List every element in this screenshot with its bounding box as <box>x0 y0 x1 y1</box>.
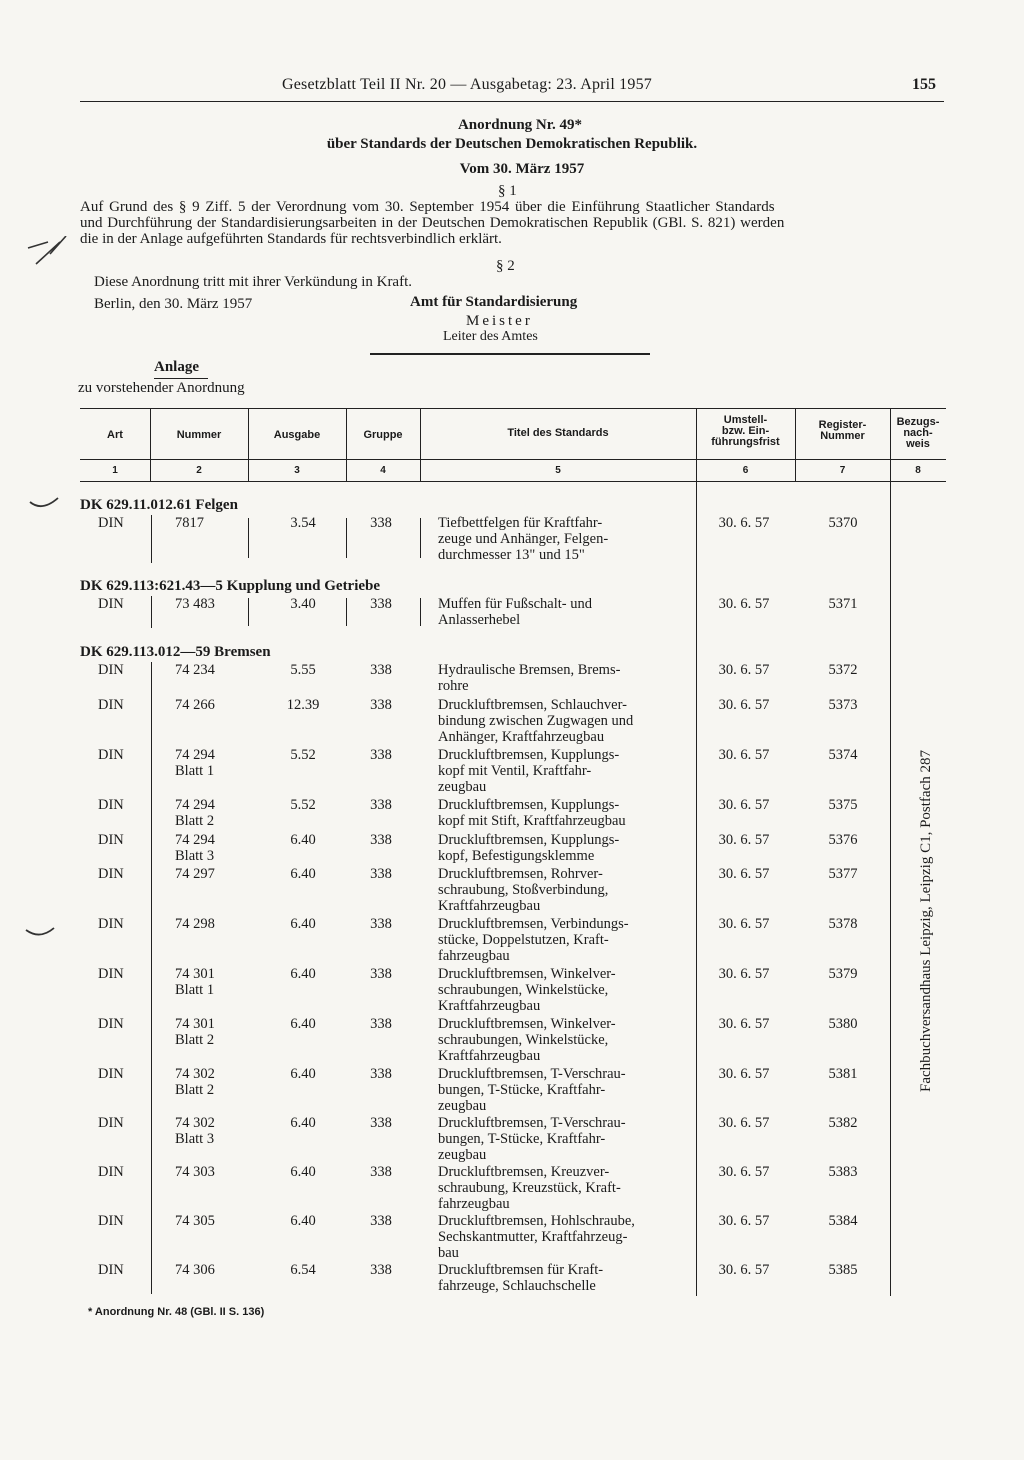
col-number: 6 <box>742 465 749 476</box>
cell-gruppe: 338 <box>370 596 392 612</box>
cell-nummer-line: 74 294 <box>175 797 215 813</box>
cell-gruppe: 338 <box>370 1262 392 1278</box>
cell-gruppe: 338 <box>370 797 392 813</box>
paragraph-1-line: Auf Grund des § 9 Ziff. 5 der Verordnung vom 30. September 1954 über die Einführung Staatlicher Standards <box>80 199 775 215</box>
table-mid-rule <box>80 459 946 460</box>
cell-titel-line: zeugbau <box>438 779 487 795</box>
cell-titel-line: Druckluftbremsen, Kupplungs- <box>438 747 620 763</box>
cell-titel-line: Anhänger, Kraftfahrzeugbau <box>438 729 605 745</box>
cell-art: DIN <box>98 747 124 763</box>
cell-frist: 30. 6. 57 <box>718 697 770 713</box>
cell-ausgabe: 6.40 <box>290 966 316 982</box>
row-divider <box>151 596 152 628</box>
margin-pencil-mark <box>28 496 68 516</box>
cell-nummer <box>175 916 235 932</box>
cell-titel <box>438 1115 700 1163</box>
cell-nummer <box>175 697 235 713</box>
cell-ausgabe: 12.39 <box>286 697 320 713</box>
cell-titel-line: Druckluftbremsen, Kupplungs- <box>438 797 620 813</box>
cell-register: 5370 <box>828 515 858 531</box>
cell-nummer <box>175 832 235 864</box>
cell-nummer-line: 74 234 <box>175 662 215 678</box>
cell-ausgabe: 6.40 <box>290 1164 316 1180</box>
cell-art: DIN <box>98 797 124 813</box>
cell-titel-line: Kraftfahrzeugbau <box>438 1048 541 1064</box>
cell-titel-line: kopf, Befestigungsklemme <box>438 848 595 864</box>
paragraph-2-body: Diese Anordnung tritt mit ihrer Verkündung in Kraft. <box>94 274 413 290</box>
cell-nummer <box>175 1066 235 1098</box>
cell-frist: 30. 6. 57 <box>718 1164 770 1180</box>
cell-gruppe: 338 <box>370 1213 392 1229</box>
cell-ausgabe: 6.40 <box>290 866 316 882</box>
cell-titel <box>438 697 700 745</box>
signer-role: Leiter des Amtes <box>443 329 538 344</box>
cell-titel-line: fahrzeugbau <box>438 1196 510 1212</box>
cell-frist: 30. 6. 57 <box>718 966 770 982</box>
cell-frist: 30. 6. 57 <box>718 832 770 848</box>
cell-titel-line: kopf mit Stift, Kraftfahrzeugbau <box>438 813 626 829</box>
cell-nummer-line: 74 305 <box>175 1213 215 1229</box>
cell-frist: 30. 6. 57 <box>718 515 770 531</box>
section-heading: DK 629.11.012.61 Felgen <box>80 497 238 513</box>
cell-nummer-line: Blatt 1 <box>175 763 215 779</box>
cell-ausgabe: 5.55 <box>290 662 316 678</box>
cell-ausgabe: 6.40 <box>290 1066 316 1082</box>
cell-nummer-line: 74 301 <box>175 1016 215 1032</box>
cell-art: DIN <box>98 966 124 982</box>
cell-nummer <box>175 1164 235 1180</box>
cell-art: DIN <box>98 1262 124 1278</box>
cell-gruppe: 338 <box>370 1115 392 1131</box>
cell-ausgabe: 5.52 <box>290 797 316 813</box>
margin-pencil-mark <box>20 236 70 276</box>
cell-titel <box>438 596 700 628</box>
col-number: 8 <box>915 465 921 476</box>
cell-register: 5373 <box>828 697 858 713</box>
cell-titel-line: bungen, T-Stücke, Kraftfahr- <box>438 1082 606 1098</box>
footnote: * Anordnung Nr. 48 (GBl. II S. 136) <box>88 1306 265 1318</box>
cell-nummer <box>175 747 235 779</box>
cell-register: 5385 <box>828 1262 858 1278</box>
cell-nummer <box>175 797 235 829</box>
cell-titel-line: Sechskantmutter, Kraftfahrzeug- <box>438 1229 628 1245</box>
cell-nummer-line: 74 298 <box>175 916 215 932</box>
cell-titel <box>438 1066 700 1114</box>
row-divider <box>420 518 421 558</box>
row-divider <box>151 515 152 563</box>
cell-gruppe: 338 <box>370 916 392 932</box>
cell-gruppe: 338 <box>370 866 392 882</box>
cell-titel-line: stücke, Doppelstutzen, Kraft- <box>438 932 609 948</box>
cell-gruppe: 338 <box>370 697 392 713</box>
cell-art: DIN <box>98 866 124 882</box>
cell-titel-line: Muffen für Fußschalt- und <box>438 596 592 612</box>
cell-titel <box>438 866 700 914</box>
cell-ausgabe: 5.52 <box>290 747 316 763</box>
cell-ausgabe: 6.40 <box>290 1213 316 1229</box>
cell-frist: 30. 6. 57 <box>718 866 770 882</box>
cell-frist: 30. 6. 57 <box>718 916 770 932</box>
cell-gruppe: 338 <box>370 662 392 678</box>
cell-nummer <box>175 1016 235 1048</box>
cell-titel-line: Tiefbettfelgen für Kraftfahr- <box>438 515 603 531</box>
cell-gruppe: 338 <box>370 1164 392 1180</box>
cell-frist: 30. 6. 57 <box>718 662 770 678</box>
col-number: 1 <box>112 465 118 476</box>
cell-register: 5382 <box>828 1115 858 1131</box>
cell-nummer-line: 74 306 <box>175 1262 215 1278</box>
cell-nummer-line: 74 294 <box>175 832 215 848</box>
cell-titel-line: bindung zwischen Zugwagen und <box>438 713 634 729</box>
cell-register: 5378 <box>828 916 858 932</box>
cell-frist: 30. 6. 57 <box>718 1115 770 1131</box>
cell-titel-line: Druckluftbremsen für Kraft- <box>438 1262 604 1278</box>
cell-nummer <box>175 1262 235 1278</box>
cell-titel-line: durchmesser 13" und 15" <box>438 547 585 563</box>
cell-art: DIN <box>98 1115 124 1131</box>
cell-titel-line: Druckluftbremsen, T-Verschrau- <box>438 1115 626 1131</box>
ordinance-subtitle: über Standards der Deutschen Demokratischen Republik. <box>326 136 698 152</box>
cell-art: DIN <box>98 916 124 932</box>
cell-titel <box>438 662 700 694</box>
paragraph-1-heading: § 1 <box>498 183 517 199</box>
col-divider <box>890 481 891 1296</box>
cell-titel-line: Druckluftbremsen, Hohlschraube, <box>438 1213 635 1229</box>
cell-titel-line: bau <box>438 1245 459 1261</box>
cell-titel-line: Druckluftbremsen, T-Verschrau- <box>438 1066 626 1082</box>
table-bottom-rule <box>80 481 946 482</box>
col-header-titel: Titel des Standards <box>507 427 609 439</box>
cell-titel-line: zeugbau <box>438 1098 487 1114</box>
cell-art: DIN <box>98 515 124 531</box>
row-divider <box>151 662 152 1294</box>
cell-art: DIN <box>98 1066 124 1082</box>
reference-note: Fachbuchversandhaus Leipzig, Leipzig C1, Postfach 287 <box>918 750 934 1092</box>
col-header-gruppe: Gruppe <box>363 429 403 441</box>
cell-nummer-line: Blatt 2 <box>175 813 215 829</box>
cell-titel-line: Druckluftbremsen, Kreuzver- <box>438 1164 610 1180</box>
ordinance-title: Anordnung Nr. 49* <box>457 117 583 133</box>
cell-titel-line: bungen, T-Stücke, Kraftfahr- <box>438 1131 606 1147</box>
row-divider <box>346 598 347 626</box>
cell-nummer <box>175 662 235 678</box>
cell-titel-line: Druckluftbremsen, Kupplungs- <box>438 832 620 848</box>
cell-register: 5377 <box>828 866 858 882</box>
cell-titel-line: Druckluftbremsen, Winkelver- <box>438 966 616 982</box>
cell-nummer <box>175 1213 235 1229</box>
col-number: 4 <box>380 465 386 476</box>
cell-titel-line: Druckluftbremsen, Rohrver- <box>438 866 603 882</box>
annex-subtitle: zu vorstehender Anordnung <box>78 380 245 396</box>
col-number: 3 <box>294 465 300 476</box>
cell-frist: 30. 6. 57 <box>718 797 770 813</box>
cell-frist: 30. 6. 57 <box>718 1213 770 1229</box>
cell-nummer-line: Blatt 1 <box>175 982 215 998</box>
cell-ausgabe: 3.40 <box>290 596 316 612</box>
section-heading: DK 629.113:621.43—5 Kupplung und Getriebe <box>80 578 381 594</box>
place-date: Berlin, den 30. März 1957 <box>94 296 253 312</box>
cell-nummer-line: 74 266 <box>175 697 215 713</box>
running-title: Gesetzblatt Teil II Nr. 20 — Ausgabetag: 23. April 1957 <box>282 76 652 93</box>
cell-titel-line: rohre <box>438 678 469 694</box>
cell-gruppe: 338 <box>370 1016 392 1032</box>
cell-nummer <box>175 966 235 998</box>
row-divider <box>248 598 249 626</box>
cell-titel <box>438 916 700 964</box>
cell-nummer <box>175 596 235 612</box>
cell-nummer-line: 74 302 <box>175 1066 215 1082</box>
cell-frist: 30. 6. 57 <box>718 596 770 612</box>
cell-titel-line: fahrzeuge, Schlauchschelle <box>438 1278 596 1294</box>
cell-frist: 30. 6. 57 <box>718 1262 770 1278</box>
cell-nummer-line: Blatt 2 <box>175 1032 215 1048</box>
cell-titel-line: zeugbau <box>438 1147 487 1163</box>
issuing-office: Amt für Standardisierung <box>410 294 578 310</box>
col-header-art: Art <box>107 429 123 441</box>
signature-rule <box>370 353 650 355</box>
col-number: 2 <box>196 465 202 476</box>
cell-nummer <box>175 1115 235 1147</box>
cell-titel-line: Druckluftbremsen, Schlauchver- <box>438 697 627 713</box>
cell-titel <box>438 515 700 563</box>
cell-gruppe: 338 <box>370 747 392 763</box>
cell-nummer-line: 74 301 <box>175 966 215 982</box>
section-heading: DK 629.113.012—59 Bremsen <box>80 644 271 660</box>
cell-art: DIN <box>98 662 124 678</box>
cell-gruppe: 338 <box>370 966 392 982</box>
cell-titel <box>438 832 700 864</box>
col-header-register: Register- Nummer <box>818 419 867 442</box>
cell-register: 5375 <box>828 797 858 813</box>
cell-nummer-line: 74 294 <box>175 747 215 763</box>
cell-titel-line: Anlasserhebel <box>438 612 521 628</box>
cell-register: 5379 <box>828 966 858 982</box>
cell-gruppe: 338 <box>370 1066 392 1082</box>
cell-titel <box>438 1262 700 1294</box>
ordinance-date: Vom 30. März 1957 <box>459 161 585 177</box>
cell-frist: 30. 6. 57 <box>718 1016 770 1032</box>
row-divider <box>248 518 249 558</box>
cell-titel-line: schraubung, Kreuzstück, Kraft- <box>438 1180 621 1196</box>
cell-art: DIN <box>98 1164 124 1180</box>
cell-ausgabe: 6.40 <box>290 1016 316 1032</box>
cell-titel <box>438 797 700 829</box>
cell-titel-line: fahrzeugbau <box>438 948 510 964</box>
cell-titel <box>438 1213 700 1261</box>
cell-titel-line: schraubung, Stoßverbindung, <box>438 882 609 898</box>
col-number: 5 <box>555 465 561 476</box>
cell-register: 5371 <box>828 596 858 612</box>
cell-register: 5374 <box>828 747 858 763</box>
cell-titel <box>438 966 700 1014</box>
col-header-nummer: Nummer <box>176 429 222 441</box>
cell-nummer <box>175 866 235 882</box>
cell-titel-line: Kraftfahrzeugbau <box>438 898 541 914</box>
cell-register: 5381 <box>828 1066 858 1082</box>
annex-title: Anlage <box>154 359 199 375</box>
cell-ausgabe: 6.40 <box>290 916 316 932</box>
cell-nummer-line: 74 302 <box>175 1115 215 1131</box>
cell-register: 5372 <box>828 662 858 678</box>
paragraph-1-line: die in der Anlage aufgeführten Standards für rechtsverbindlich erklärt. <box>80 231 502 247</box>
cell-frist: 30. 6. 57 <box>718 747 770 763</box>
header-rule <box>80 101 944 102</box>
paragraph-1-body <box>80 199 946 247</box>
col-header-frist: Umstell- bzw. Ein- führungsfrist <box>711 414 780 448</box>
cell-gruppe: 338 <box>370 515 392 531</box>
cell-frist: 30. 6. 57 <box>718 1066 770 1082</box>
cell-nummer-line: 73 483 <box>175 596 215 612</box>
annex-underline <box>154 378 208 379</box>
cell-nummer-line: Blatt 2 <box>175 1082 215 1098</box>
cell-titel-line: schraubungen, Winkelstücke, <box>438 982 609 998</box>
cell-art: DIN <box>98 1213 124 1229</box>
cell-titel-line: Druckluftbremsen, Winkelver- <box>438 1016 616 1032</box>
cell-gruppe: 338 <box>370 832 392 848</box>
cell-titel-line: zeuge und Anhänger, Felgen- <box>438 531 609 547</box>
cell-art: DIN <box>98 832 124 848</box>
paragraph-2-heading: § 2 <box>496 258 515 274</box>
cell-art: DIN <box>98 697 124 713</box>
cell-titel-line: kopf mit Ventil, Kraftfahr- <box>438 763 592 779</box>
page-number: 155 <box>912 76 936 93</box>
cell-nummer-line: Blatt 3 <box>175 1131 215 1147</box>
cell-titel-line: schraubungen, Winkelstücke, <box>438 1032 609 1048</box>
cell-ausgabe: 3.54 <box>290 515 316 531</box>
cell-ausgabe: 6.54 <box>290 1262 316 1278</box>
row-divider <box>346 518 347 558</box>
col-number: 7 <box>839 465 846 476</box>
cell-register: 5383 <box>828 1164 858 1180</box>
cell-register: 5376 <box>828 832 858 848</box>
cell-nummer-line: Blatt 3 <box>175 848 215 864</box>
cell-art: DIN <box>98 1016 124 1032</box>
col-header-bezug: Bezugs- nach- weis <box>896 416 940 450</box>
cell-register: 5384 <box>828 1213 858 1229</box>
cell-titel <box>438 1164 700 1212</box>
cell-register: 5380 <box>828 1016 858 1032</box>
cell-nummer-line: 7817 <box>175 515 204 531</box>
paragraph-1-line: und Durchführung der Standardisierungsarbeiten in der Deutschen Demokratischen Republik (GBl. S. 821) werden <box>80 215 785 231</box>
cell-nummer-line: 74 297 <box>175 866 215 882</box>
cell-titel <box>438 747 700 795</box>
cell-titel-line: Druckluftbremsen, Verbindungs- <box>438 916 629 932</box>
cell-titel <box>438 1016 700 1064</box>
cell-art: DIN <box>98 596 124 612</box>
signer-name: Meister <box>466 313 533 329</box>
cell-nummer-line: 74 303 <box>175 1164 215 1180</box>
cell-nummer <box>175 515 235 531</box>
table-top-rule <box>80 408 946 409</box>
cell-ausgabe: 6.40 <box>290 1115 316 1131</box>
row-divider <box>420 598 421 626</box>
cell-ausgabe: 6.40 <box>290 832 316 848</box>
cell-titel-line: Kraftfahrzeugbau <box>438 998 541 1014</box>
col-header-ausgabe: Ausgabe <box>273 429 321 441</box>
cell-titel-line: Hydraulische Bremsen, Brems- <box>438 662 621 678</box>
margin-pencil-mark <box>24 924 64 944</box>
